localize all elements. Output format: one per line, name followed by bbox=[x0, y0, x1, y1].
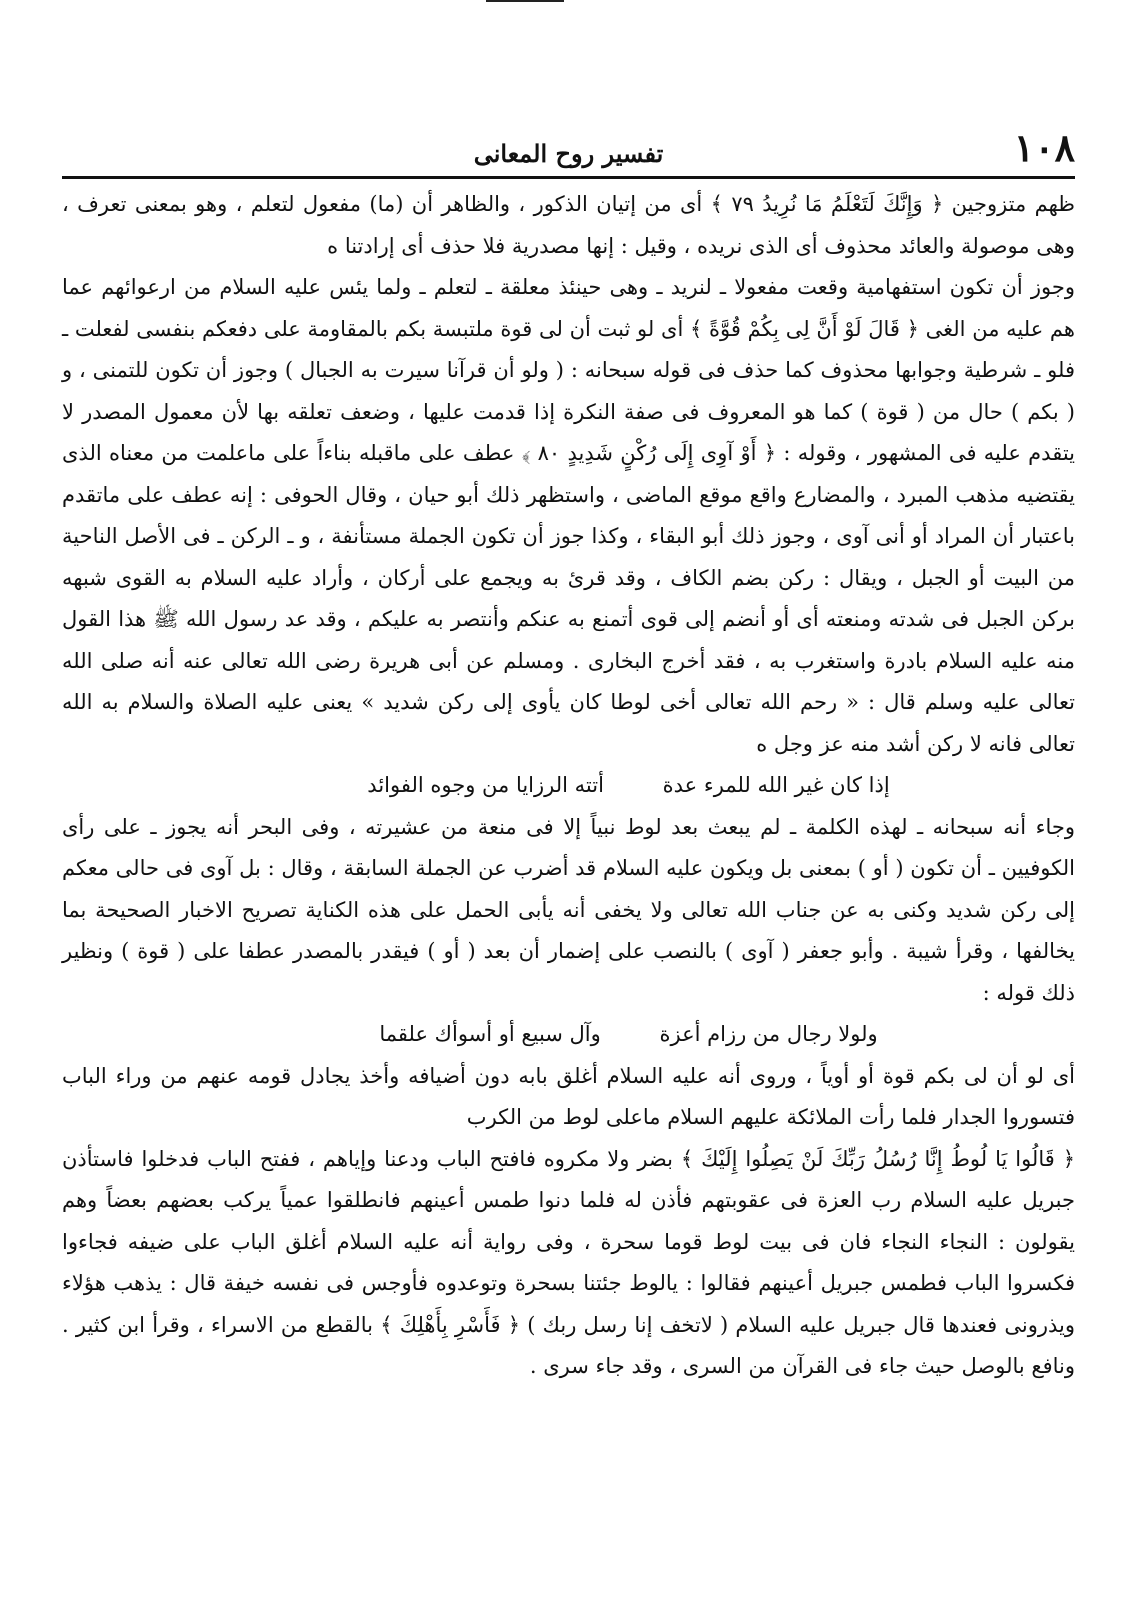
body-text bbox=[62, 184, 1075, 1388]
paragraph: ﴿ قَالُوا يَا لُوطُ إِنَّا رُسُلُ رَبِّكَ لَنْ يَصِلُوا إِلَيْكَ ﴾ بضر ولا مكروه فافتح الباب ودعنا وإياهم ، ففتح الباب فدخلوا فاستأذن جبريل عليه السلام رب العزة فى عقوبتهم فأذن له فلما دنوا طمس أعينهم فانطلقوا عمياً يركب بعضهم بعضاً وهم يقولون : النجاء النجاء فان فى بيت لوط قوما سحرة ، وفى رواية أنه عليه السلام أغلق الباب على ضيفه فجاءوا فكسروا الباب فطمس جبريل أعينهم فقالوا : يالوط جئتنا بسحرة وتوعدوه فأوجس فى نفسه خيفة قال : يذهب هؤلاء ويذرونى فعندها قال جبريل عليه السلام ( لاتخف إنا رسل ربك ) ﴿ فَأَسْرِ بِأَهْلِكَ ﴾ بالقطع من الاسراء ، وقرأ ابن كثير . ونافع بالوصل حيث جاء فى القرآن من السرى ، وقد جاء سرى . bbox=[62, 1146, 1075, 1378]
paragraph: أى لو أن لى بكم قوة أو أوياً ، وروى أنه عليه السلام أغلق بابه دون أضيافه وأخذ يجادل قومه عنهم من وراء الباب فتسوروا الجدار فلما رأت الملائكة عليهم السلام ماعلى لوط من الكرب bbox=[62, 1063, 1075, 1129]
verse-hemistich-second: وآل سبيع أو أسوأك علقما bbox=[379, 1022, 601, 1046]
running-title: تفسير روح المعانى bbox=[473, 139, 664, 168]
paragraph: ظهم متزوجين ﴿ وَإِنَّكَ لَتَعْلَمُ مَا نُرِيدُ ٧٩ ﴾ أى من إتيان الذكور ، والظاهر أن (ما) مفعول لتعلم ، وهو بمعنى تعرف ، وهى موصولة والعائد محذوف أى الذى نريده ، وقيل : إنها مصدرية فلا حذف أى إرادتنا ه bbox=[62, 192, 1075, 258]
page-number: ١٠٨ bbox=[1013, 125, 1075, 170]
verse-hemistich-second: أتته الرزايا من وجوه الفوائد bbox=[367, 773, 604, 797]
verse-hemistich-first: ولولا رجال من رزام أعزة bbox=[659, 1022, 878, 1046]
verse-hemistich-first: إذا كان غير الله للمرء عدة bbox=[662, 773, 890, 797]
paragraph: وجاء أنه سبحانه ـ لهذه الكلمة ـ لم يبعث بعد لوط نبياً إلا فى منعة من عشيرته ، وفى البحر أنه يجوز ـ على رأى الكوفيين ـ أن تكون ( أو ) بمعنى بل ويكون عليه السلام قد أضرب عن الجملة السابقة ، وقال : بل آوى فى حالى معكم إلى ركن شديد وكنى به عن جناب الله تعالى ولا يخفى أنه يأبى الحمل على هذه الكناية تصريح الاخبار الصحيحة بما يخالفها ، وقرأ شيبة . وأبو جعفر ( آوى ) بالنصب على إضمار أن بعد ( أو ) فيقدر بالمصدر عطفا على ( قوة ) ونظير ذلك قوله : bbox=[62, 814, 1075, 1005]
poetry-verse bbox=[62, 765, 1075, 807]
header-rule bbox=[62, 176, 1075, 179]
poetry-verse bbox=[62, 1014, 1075, 1056]
top-edge-mark bbox=[486, 0, 564, 2]
page-header bbox=[62, 125, 1075, 175]
paragraph: وجوز أن تكون استفهامية وقعت مفعولا ـ لنريد ـ وهى حينئذ معلقة ـ لتعلم ـ ولما يئس عليه السلام من ارعوائهم عما هم عليه من الغى ﴿ قَالَ لَوْ أَنَّ لِى بِكُمْ قُوَّةً ﴾ أى لو ثبت أن لى قوة ملتبسة بكم بالمقاومة على دفعكم بنفسى لفعلت ـ فلو ـ شرطية وجوابها محذوف كما حذف فى قوله سبحانه : ( ولو أن قرآنا سيرت به الجبال ) وجوز أن تكون للتمنى ، و ( بكم ) حال من ( قوة ) كما هو المعروف فى صفة النكرة إذا قدمت عليها ، وضعف تعلقه بها لأن معمول المصدر لا يتقدم عليه فى المشهور ، وقوله : ﴿ أَوْ آوِى إِلَى رُكْنٍ شَدِيدٍ ٨٠ ﴾ عطف على ماقبله بناءاً على ماعلمت من معناه الذى يقتضيه مذهب المبرد ، والمضارع واقع موقع الماضى ، واستظهر ذلك أبو حيان ، وقال الحوفى : إنه عطف على ماتقدم باعتبار أن المراد أو أنى آوى ، وجوز ذلك أبو البقاء ، وكذا جوز أن تكون الجملة مستأنفة ، و ـ الركن ـ فى الأصل الناحية من البيت أو الجبل ، ويقال : ركن بضم الكاف ، وقد قرئ به ويجمع على أركان ، وأراد عليه السلام به القوى شبهه بركن الجبل فى شدته ومنعته أى أو أنضم إلى قوى أتمنع به عنكم وأنتصر به عليكم ، وقد عد رسول الله ﷺ هذا القول منه عليه السلام بادرة واستغرب به ، فقد أخرج البخارى . ومسلم عن أبى هريرة رضى الله تعالى عنه أنه صلى الله تعالى عليه وسلم قال : « رحم الله تعالى أخى لوطا كان يأوى إلى ركن شديد » يعنى عليه الصلاة والسلام به الله تعالى فانه لا ركن أشد منه عز وجل ه bbox=[62, 275, 1076, 756]
